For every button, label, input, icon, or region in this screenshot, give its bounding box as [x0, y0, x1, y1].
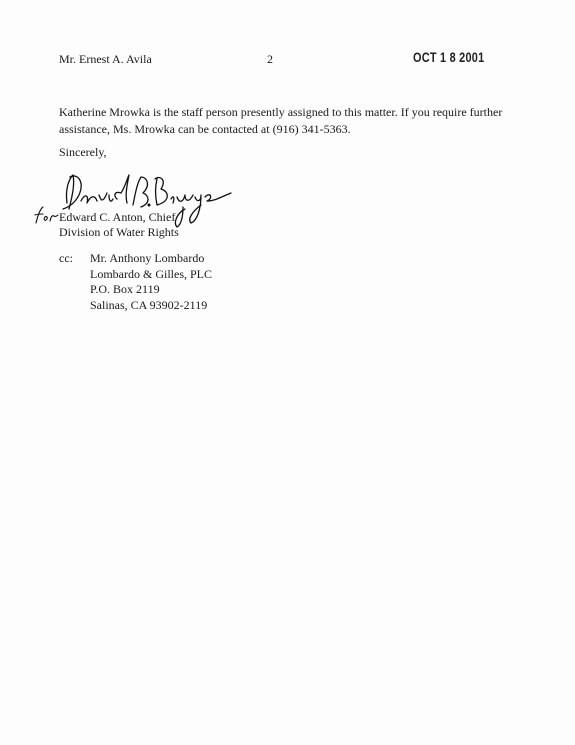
- body-paragraph: Katherine Mrowka is the staff person presently assigned to this matter. If you require further assistance, Ms. Mrowka can be contacted at (916) 341-5363.: [59, 105, 503, 136]
- cc-line: Mr. Anthony Lombardo: [90, 251, 205, 265]
- signer-name: Edward C. Anton, Chief: [59, 210, 176, 224]
- cc-line: Salinas, CA 93902-2119: [90, 297, 208, 312]
- header-recipient: Mr. Ernest A. Avila: [59, 52, 152, 66]
- for-handwritten-mark: [34, 205, 60, 225]
- cc-label: cc:: [59, 251, 73, 265]
- cc-address-block: [90, 251, 212, 313]
- cc-line: Lombardo & Gilles, PLC: [90, 266, 212, 281]
- cc-line: P.O. Box 2119: [90, 282, 160, 296]
- signer-title: Division of Water Rights: [59, 225, 179, 239]
- date-stamp: OCT 1 8 2001: [413, 49, 485, 65]
- closing-salutation: Sincerely,: [59, 145, 107, 159]
- page-number: 2: [267, 52, 273, 66]
